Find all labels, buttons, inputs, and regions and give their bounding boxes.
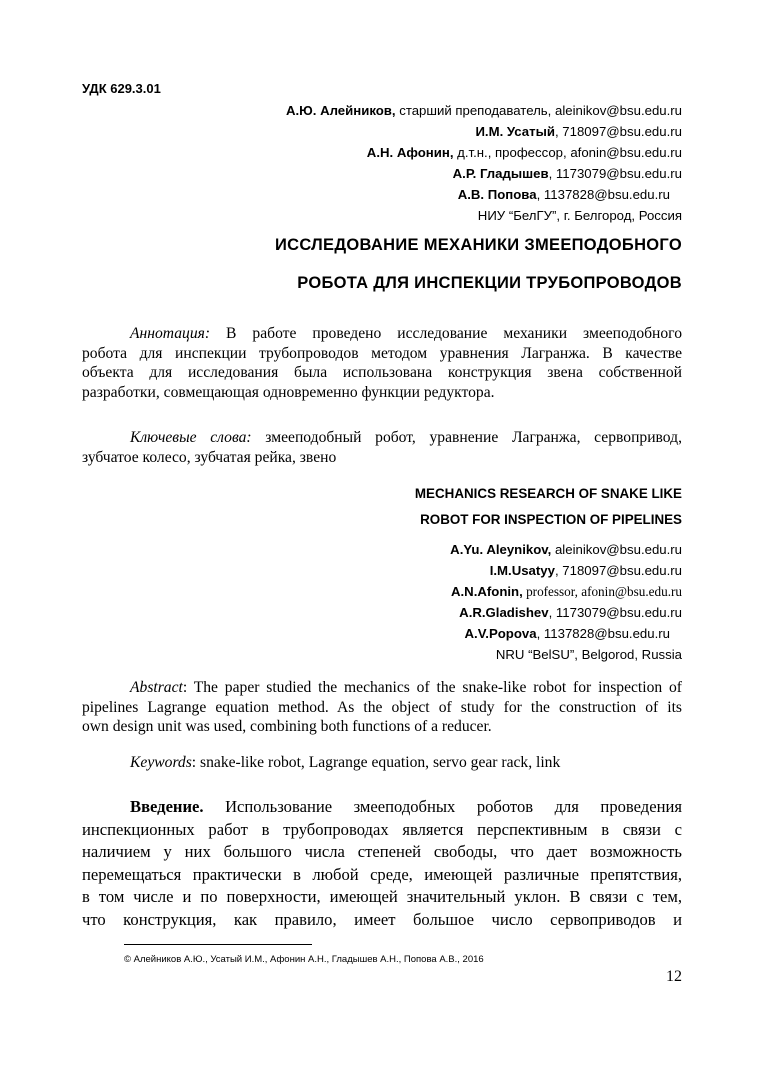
author-en-2: I.M.Usatyy, 718097@bsu.edu.ru xyxy=(489,563,682,578)
intro-label: Введение. xyxy=(130,797,204,816)
author-ru-2: И.М. Усатый, 718097@bsu.edu.ru xyxy=(475,124,682,139)
affiliation-en: NRU “BelSU”, Belgorod, Russia xyxy=(495,647,682,662)
author-ru-3: А.Н. Афонин, д.т.н., профессор, afonin@bsu.edu.ru xyxy=(366,145,682,160)
abstract-ru: Аннотация: В работе проведено исследование механики змееподобного робота для инспекции трубопроводов методом уравнения Лагранжа. В качестве объекта для исследования была использована конструкция звена собственной разработки, совмещающая одновременно функции редуктора. xyxy=(82,325,682,401)
footnote-divider xyxy=(124,944,312,945)
footnote: © Алейников А.Ю., Усатый И.М., Афонин А.Н., Гладышев А.Н., Попова А.В., 2016 xyxy=(124,954,484,965)
keywords-ru: Ключевые слова: змееподобный робот, уравнение Лагранжа, сервопривод, зубчатое колесо, зубчатая рейка, звено xyxy=(82,429,682,466)
page-number: 12 xyxy=(666,968,682,985)
affiliation-ru: НИУ “БелГУ”, г. Белгород, Россия xyxy=(477,208,682,223)
abstract-en: Abstract: The paper studied the mechanics of the snake-like robot for inspection of pipelines Lagrange equation method. As the object of study for the construction of its own design unit was used, combining both functions of a reducer. xyxy=(82,679,682,735)
keywords-ru-label: Ключевые слова: xyxy=(130,429,252,446)
title-en-line-1: MECHANICS RESEARCH OF SNAKE LIKE xyxy=(414,486,682,501)
udk-code: УДК 629.3.01 xyxy=(82,81,161,96)
keywords-en: Keywords: snake-like robot, Lagrange equation, servo gear rack, link xyxy=(130,754,561,771)
author-en-3: A.N.Afonin, professor, afonin@bsu.edu.ru xyxy=(450,584,682,599)
authors-en xyxy=(450,539,682,665)
title-ru-line-1: ИССЛЕДОВАНИЕ МЕХАНИКИ ЗМЕЕПОДОБНОГО xyxy=(274,236,682,254)
authors-ru xyxy=(286,100,682,226)
title-ru-line-2: РОБОТА ДЛЯ ИНСПЕКЦИИ ТРУБОПРОВОДОВ xyxy=(297,274,682,292)
author-ru-5: А.В. Попова, 1137828@bsu.edu.ru xyxy=(457,187,670,202)
author-en-5: A.V.Popova, 1137828@bsu.edu.ru xyxy=(464,626,670,641)
title-en-line-2: ROBOT FOR INSPECTION OF PIPELINES xyxy=(420,512,682,527)
abstract-en-label: Abstract xyxy=(130,679,183,696)
author-ru-4: А.Р. Гладышев, 1173079@bsu.edu.ru xyxy=(452,166,682,181)
author-en-1: A.Yu. Aleynikov, aleinikov@bsu.edu.ru xyxy=(450,542,682,557)
abstract-ru-label: Аннотация: xyxy=(130,325,211,342)
author-en-4: A.R.Gladishev, 1173079@bsu.edu.ru xyxy=(459,605,682,620)
keywords-en-label: Keywords xyxy=(130,754,192,771)
author-ru-1: А.Ю. Алейников, старший преподаватель, aleinikov@bsu.edu.ru xyxy=(285,103,682,118)
introduction: Введение. Использование змееподобных роботов для проведения инспекционных работ в трубопроводах является перспективным в связи с наличием у них большого числа степеней свободы, что дает возможность перемещаться практически в любой среде, имеющей различные препятствия, в том числе и по поверхности, имеющей значительный уклон. В связи с тем, что конструкция, как правило, имеет большое число сервоприводов и xyxy=(82,797,682,929)
